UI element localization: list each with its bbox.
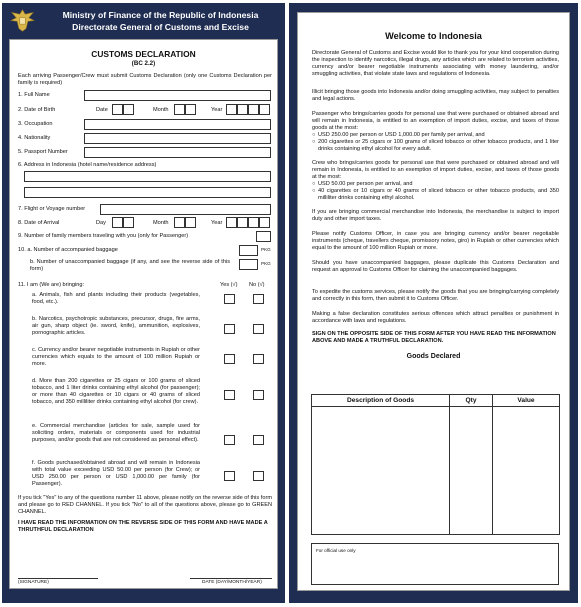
item-d-text: d. More than 200 cigarettes or 25 cigars or 100 grams of sliced tobacco, and 1 liter drinks containing ethyl alcohol (for passenger); or more than 40 cigarettes or 10 cigars or 40 grams of sliced tobacco, and 350 milliliter drinks containing ethyl alcohol (for crew). — [32, 378, 200, 405]
date-line — [190, 578, 272, 579]
dob-month-field-1[interactable] — [174, 104, 185, 115]
declaration-subtitle: (BC 2.2) — [131, 60, 156, 67]
arrival-year-field-1[interactable] — [226, 217, 237, 228]
arrival-year-label: Year — [211, 220, 223, 226]
arrival-year-field-4[interactable] — [259, 217, 270, 228]
flight-label: 7. Flight or Voyage number — [18, 206, 86, 212]
dob-year-field-4[interactable] — [259, 104, 270, 115]
dob-year-field-1[interactable] — [226, 104, 237, 115]
channel-note: If you tick "Yes" to any of the questions number 11 above, please notify on the reverse side of this form and please go to RED CHANNEL. If you tick "No" to all of the questions above, please go to GREEN CHANNEL. — [18, 495, 272, 515]
item-e-yes-checkbox[interactable] — [224, 435, 235, 445]
declaration-title: CUSTOMS DECLARATION — [91, 49, 196, 59]
bullet-icon: ○ — [312, 188, 316, 194]
passenger-allowance-1: USD 250.00 per person or USD 1,000.00 per family per arrival, and — [318, 132, 485, 138]
item-c-yes-checkbox[interactable] — [224, 354, 235, 364]
welcome-paragraph-4: Crew who brings/carries goods for personal use that were purchased or obtained abroad and will remain in Indonesia, is entitled to an exemption of import duties, excise, and taxes of those goods at the most: — [312, 160, 559, 180]
arrival-year-field-3[interactable] — [248, 217, 259, 228]
date-label: DATE (DAY/MONTH/YEAR) — [202, 580, 262, 585]
sign-instruction: SIGN ON THE OPPOSITE SIDE OF THIS FORM AFTER YOU HAVE READ THE INFORMATION ABOVE AND MADE A TRUTHFUL DECLARATION. — [312, 331, 556, 344]
crew-allowance-1: USD 50.00 per person per arrival, and — [318, 181, 413, 187]
header-directorate: Directorate General of Customs and Excise — [72, 22, 249, 32]
description-cell[interactable] — [312, 407, 450, 535]
family-members-label: 9. Number of family members traveling with you (only for Passenger) — [18, 233, 189, 239]
goods-declared-table — [311, 394, 560, 535]
garuda-emblem-icon — [9, 7, 36, 34]
value-cell[interactable] — [493, 407, 560, 535]
form-header — [2, 3, 285, 38]
welcome-paragraph-9: Making a false declaration constitutes serious offences which attract penalties or punishment in accordance with laws and regulations. — [312, 311, 559, 324]
yes-column-label: Yes (√) — [220, 282, 238, 288]
goods-declared-title: Goods Declared — [406, 353, 461, 360]
declaration-intro: Each arriving Passenger/Crew must submit Customs Declaration (only one Customs Declaration per family is required) — [18, 73, 272, 86]
item-d-no-checkbox[interactable] — [253, 390, 264, 400]
no-column-label: No (√) — [249, 282, 265, 288]
family-members-field[interactable] — [256, 231, 271, 242]
welcome-paragraph-3: Passenger who brings/carries goods for personal use that were purchased or obtained abroad and will remain in Indonesia, is entitled to an exemption of import duties, excise, and taxes of those goods at the most: — [312, 111, 559, 131]
welcome-paragraph-7: Should you have unaccompanied baggages, please duplicate this Customs Declaration and request an approval to Customs Officer for claiming the unaccompanied baggages. — [312, 260, 559, 273]
item-b-text: b. Narcotics, psychotropic substances, precursor, drugs, fire arms, air gun, sharp object (ie. sword, knife), ammunition, explosives, pornographic articles. — [32, 316, 200, 336]
occupation-field[interactable] — [84, 119, 271, 130]
welcome-paragraph-1: Directorate General of Customs and Excise would like to thank you for your kind cooperation during the inspection to identify narcotics, illegal drugs, any articles which are related to terrorism activities, currency and/or bearer negotiable instruments associating with money laundering, and/or smuggling activities, that violate state laws and regulations of Indonesia. — [312, 50, 559, 77]
dob-day-field-1[interactable] — [112, 104, 123, 115]
official-use-label: For official use only — [316, 548, 356, 553]
header-ministry: Ministry of Finance of the Republic of Indonesia — [62, 10, 259, 20]
item-a-text: a. Animals, fish and plants including their products (vegetables, food, etc.). — [32, 292, 200, 305]
crew-allowance-2: 40 cigarettes or 10 cigars or 40 grams of sliced tobacco or other tobacco products, and 350 milliliter drinks containing ethyl alcohol. — [318, 188, 559, 201]
dob-year-label: Year — [211, 107, 223, 113]
dob-day-label: Date — [96, 107, 108, 113]
address-field-line1[interactable] — [24, 171, 271, 182]
welcome-paragraph-5: If you are bringing commercial merchandise into Indonesia, the merchandise is subject to import duty and other import taxes. — [312, 209, 559, 222]
arrival-day-field-1[interactable] — [112, 217, 123, 228]
dob-day-field-2[interactable] — [123, 104, 134, 115]
item-a-yes-checkbox[interactable] — [224, 294, 235, 304]
full-name-label: 1. Full Name — [18, 92, 50, 98]
welcome-title: Welcome to Indonesia — [385, 31, 482, 41]
arrival-day-label: Day — [96, 220, 106, 226]
address-field-line2[interactable] — [24, 187, 271, 198]
item-c-no-checkbox[interactable] — [253, 354, 264, 364]
item-f-yes-checkbox[interactable] — [224, 471, 235, 481]
item-f-text: f. Goods purchased/obtained abroad and will remain in Indonesia with total value exceeding USD 50.00 per person (for Crew); or USD 250.00 per person or USD 1,000.00 per family (for Passenger). — [32, 460, 200, 487]
qty-column-header: Qty — [450, 395, 493, 407]
item-b-no-checkbox[interactable] — [253, 324, 264, 334]
description-column-header: Description of Goods — [312, 395, 450, 407]
unaccompanied-baggage-label: b. Number of unaccompanied baggage (if any, and see the reverse side of this form) — [30, 259, 230, 272]
item-b-yes-checkbox[interactable] — [224, 324, 235, 334]
dob-year-field-2[interactable] — [237, 104, 248, 115]
truthful-affirmation: I HAVE READ THE INFORMATION ON THE REVERSE SIDE OF THIS FORM AND HAVE MADE A THRUTHFUL DECLARATION — [18, 520, 268, 533]
declaration-sheet — [9, 39, 278, 589]
arrival-month-field-2[interactable] — [185, 217, 196, 228]
signature-line — [18, 578, 98, 579]
occupation-label: 3. Occupation — [18, 121, 53, 127]
official-use-box — [311, 543, 559, 585]
passport-label: 5. Passport Number — [18, 149, 68, 155]
arrival-year-field-2[interactable] — [237, 217, 248, 228]
dob-month-label: Month — [153, 107, 169, 113]
signature-label: (SIGNATURE) — [18, 580, 49, 585]
arrival-day-field-2[interactable] — [123, 217, 134, 228]
unaccompanied-baggage-field[interactable] — [239, 259, 258, 270]
qty-cell[interactable] — [450, 407, 493, 535]
accompanied-baggage-label: 10. a. Number of accompanied baggage — [18, 247, 118, 253]
welcome-paragraph-6: Please notify Customs Officer, in case you are bringing currency and/or bearer negotiable instruments (cheque, travellers cheque, promissory notes, giro) in Rupiah or other currencies which equal to the amount of 100 million Rupiah or more. — [312, 231, 559, 251]
welcome-paragraph-2: Illicit bringing those goods into Indonesia and/or doing smuggling activities, may subject to penalties and legal actions. — [312, 89, 559, 102]
arrival-month-field-1[interactable] — [174, 217, 185, 228]
item-d-yes-checkbox[interactable] — [224, 390, 235, 400]
welcome-paragraph-8: To expedite the customs services, please notify the goods that you are bringing/carrying completely and correctly in this form, then submit it to Customs Officer. — [312, 289, 559, 302]
item-c-text: c. Currency and/or bearer negotiable instruments in Rupiah or other currencies which equals to the amount of 100 million Rupiah or more. — [32, 347, 200, 367]
dob-label: 2. Date of Birth — [18, 107, 56, 113]
bullet-icon: ○ — [312, 139, 316, 145]
dob-month-field-2[interactable] — [185, 104, 196, 115]
address-label: 6. Address in Indonesia (hotel name/residence address) — [18, 162, 157, 168]
pkg-label-a: PKG — [261, 247, 271, 252]
value-column-header: Value — [493, 395, 560, 407]
dob-year-field-3[interactable] — [248, 104, 259, 115]
pkg-label-b: PKG — [261, 261, 271, 266]
passport-field[interactable] — [84, 147, 271, 158]
bullet-icon: ○ — [312, 132, 316, 138]
item-e-text: e. Commercial merchandise (articles for sale, sample used for soliciting orders, materials or components used for industrial purposes, and/or goods that are not considered as personal effect). — [32, 423, 200, 443]
welcome-form-reverse — [289, 3, 578, 603]
flight-field[interactable] — [100, 204, 271, 215]
passenger-allowance-2: 200 cigarettes or 25 cigars or 100 grams of sliced tobacco or other tobacco products, and 1 liter drinks containing ethyl alcohol for every adult. — [318, 139, 559, 152]
arrival-month-label: Month — [153, 220, 169, 226]
item-a-no-checkbox[interactable] — [253, 294, 264, 304]
bringing-label: 11. I am (We are) bringing: — [18, 282, 85, 288]
customs-declaration-form — [2, 3, 285, 603]
arrival-label: 8. Date of Arrival — [18, 220, 60, 226]
nationality-label: 4. Nationality — [18, 135, 51, 141]
full-name-field[interactable] — [84, 90, 271, 101]
bullet-icon: ○ — [312, 181, 316, 187]
item-e-no-checkbox[interactable] — [253, 435, 264, 445]
item-f-no-checkbox[interactable] — [253, 471, 264, 481]
nationality-field[interactable] — [84, 133, 271, 144]
welcome-sheet — [297, 12, 570, 591]
accompanied-baggage-field[interactable] — [239, 245, 258, 256]
